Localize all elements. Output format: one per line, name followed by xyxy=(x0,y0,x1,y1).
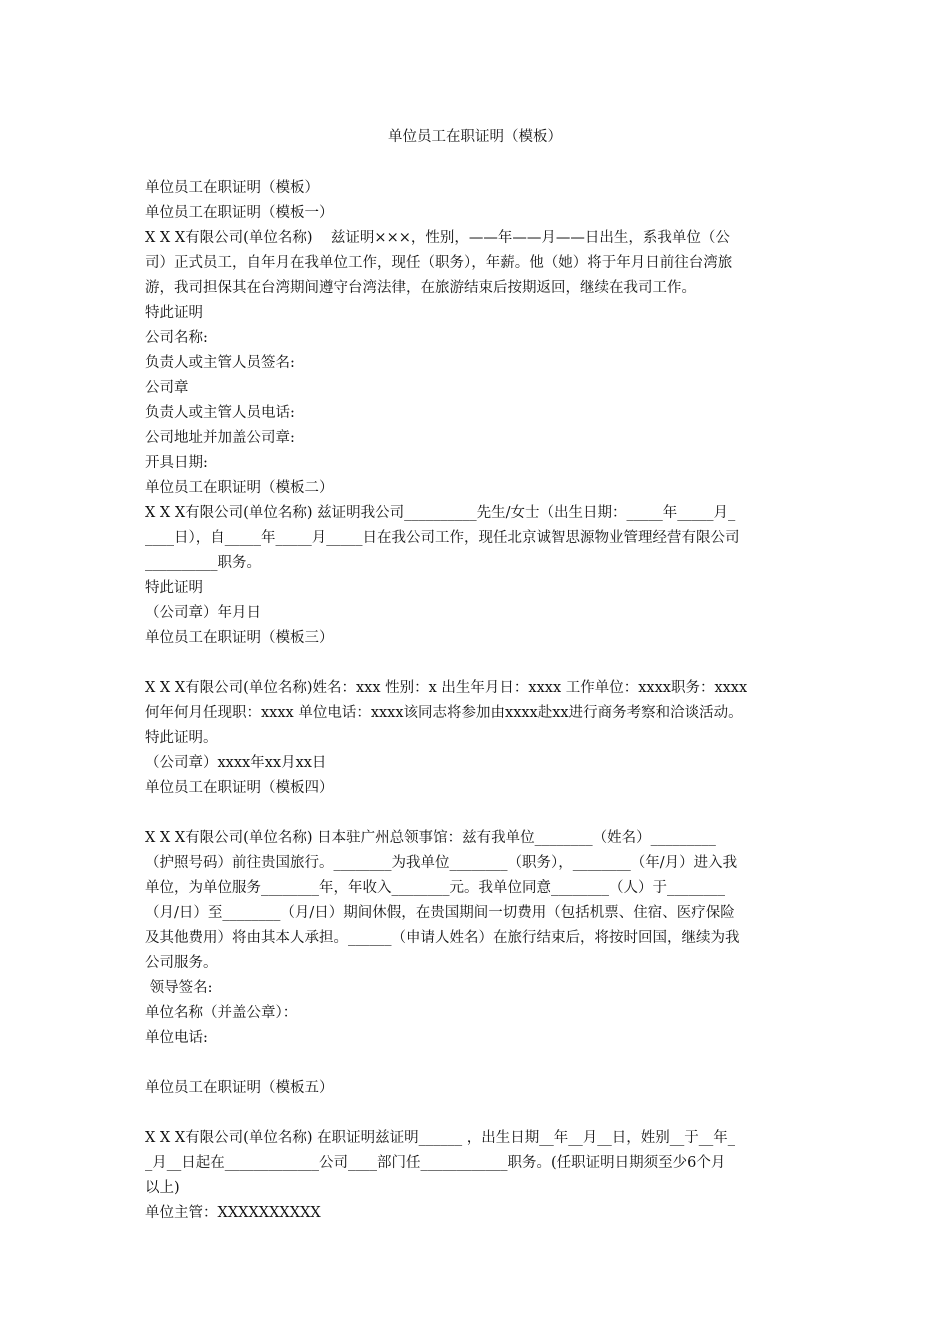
document-body xyxy=(145,176,810,1226)
text-line: （公司章）xxxx年xx月xx日 xyxy=(145,755,327,771)
text-line: 及其他费用）将由其本人承担。______（申请人姓名）在旅行结束后，将按时回国，继续为我 xyxy=(145,930,740,946)
text-line: 何年何月任现职：xxxx 单位电话：xxxx该同志将参加由xxxx赴xx进行商务考察和洽谈活动。 xyxy=(145,705,743,721)
text-line: （公司章）年月日 xyxy=(145,605,261,621)
text-line: __________职务。 xyxy=(145,555,261,571)
blank-line xyxy=(145,1101,810,1126)
text-line: X X X有限公司(单位名称) 在职证明兹证明______ ，出生日期__年__月__日，姓别__于__年_ xyxy=(145,1130,735,1146)
text-line: ____日），自_____年_____月_____日在我公司工作，现任北京诚智思源物业管理经营有限公司 xyxy=(145,530,740,546)
blank-line xyxy=(145,801,810,826)
text-line: 单位电话: xyxy=(145,1030,208,1046)
document-title: 单位员工在职证明（模板） xyxy=(388,129,562,145)
text-line: X X X有限公司(单位名称) 兹证明我公司__________先生/女士（出生日期：_____年_____月_ xyxy=(145,505,736,521)
text-line: 负责人或主管人员电话: xyxy=(145,405,295,421)
text-line: 单位员工在职证明（模板一） xyxy=(145,205,334,221)
text-line: _月__日起在_____________公司____部门任____________职务。(任职证明日期须至少6个月 xyxy=(145,1155,726,1171)
text-line: X X X有限公司(单位名称) 兹证明×××，性别，——年——月——日出生，系我单位（公 xyxy=(145,230,730,246)
blank-line xyxy=(145,1051,810,1076)
text-line: 领导签名: xyxy=(145,980,213,996)
text-line: 单位员工在职证明（模板三） xyxy=(145,630,334,646)
text-line: 单位员工在职证明（模板二） xyxy=(145,480,334,496)
text-line: 开具日期: xyxy=(145,455,208,471)
text-line: （月/日）至________（月/日）期间休假，在贵国期间一切费用（包括机票、住宿、医疗保险 xyxy=(145,905,735,921)
text-line: 公司服务。 xyxy=(145,955,218,971)
text-line: 单位员工在职证明（模板四） xyxy=(145,780,334,796)
text-line: 公司章 xyxy=(145,380,189,396)
text-line: 单位员工在职证明（模板五） xyxy=(145,1080,334,1096)
text-line: 单位员工在职证明（模板） xyxy=(145,180,319,196)
text-line: 特此证明。 xyxy=(145,730,218,746)
text-line: 单位名称（并盖公章）： xyxy=(145,1005,298,1021)
text-line: 公司名称: xyxy=(145,330,208,346)
text-line: 单位，为单位服务________年，年收入________元。我单位同意________（人）于________ xyxy=(145,880,725,896)
text-line: 特此证明 xyxy=(145,580,203,596)
text-line: 负责人或主管人员签名: xyxy=(145,355,295,371)
text-line: 游，我司担保其在台湾期间遵守台湾法律，在旅游结束后按期返回，继续在我司工作。 xyxy=(145,280,696,296)
text-line: X X X有限公司(单位名称)姓名：xxx 性别：x 出生年月日：xxxx 工作单位：xxxx职务：xxxx xyxy=(145,680,748,696)
text-line: 单位主管：XXXXXXXXXX xyxy=(145,1205,321,1221)
text-line: 特此证明 xyxy=(145,305,203,321)
text-line: （护照号码）前往贵国旅行。________为我单位________（职务），________（年/月）进入我 xyxy=(145,855,738,871)
text-line: 公司地址并加盖公司章: xyxy=(145,430,295,446)
text-line: X X X有限公司(单位名称) 日本驻广州总领事馆：兹有我单位________（姓名）_________ xyxy=(145,830,716,846)
blank-line xyxy=(145,651,810,676)
text-line: 司）正式员工，自年月在我单位工作，现任（职务），年薪。他（她）将于年月日前往台湾旅 xyxy=(145,255,733,271)
text-line: 以上) xyxy=(145,1180,180,1196)
